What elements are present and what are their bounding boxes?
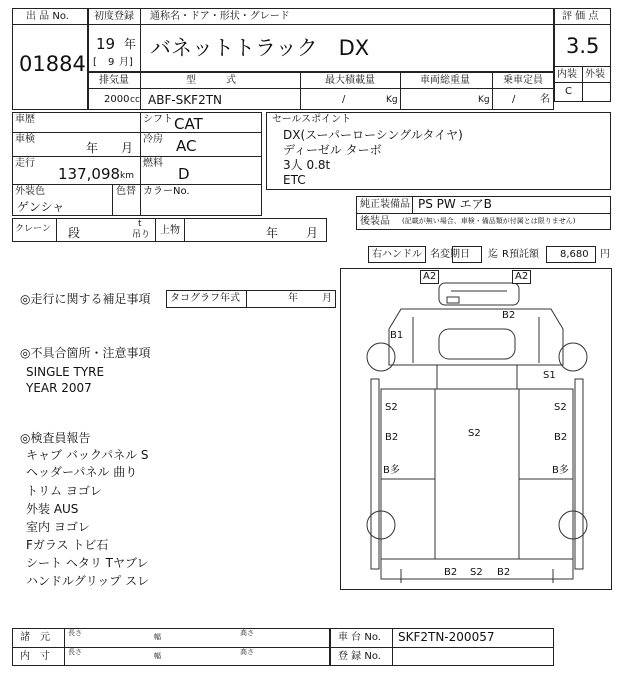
reg-year-unit: 年 [124, 37, 137, 51]
sales-point-2: ディーゼル ターボ [283, 143, 382, 157]
interior-height-label: 高さ [240, 648, 254, 656]
damage-mark-s2-right: S2 [554, 402, 567, 413]
damage-mark-a2-right: A2 [512, 270, 531, 284]
color-change-label: 色替 [116, 186, 136, 197]
inspector-note-5: 室内 ヨゴレ [26, 520, 90, 534]
displacement-unit: cc [130, 95, 140, 105]
exterior-grade-label: 外装 [585, 69, 605, 80]
aftermarket-note: (記載が無い場合、車検・備品類が付属とは限りません) [402, 217, 576, 225]
interior-grade: C [565, 86, 572, 97]
inspection-label: 車検 [15, 134, 35, 145]
inspector-label: ◎検査員報告 [20, 431, 91, 445]
recycle-amount: 8,680 [560, 249, 589, 260]
max-load-slash: / [342, 94, 346, 105]
max-load-unit: Kg [386, 95, 398, 105]
car-name: バネットトラック DX [150, 36, 370, 60]
lift-year: 年 [266, 226, 279, 240]
max-load-label: 最大積載量 [325, 75, 375, 86]
recycle-unit: 円 [600, 249, 610, 260]
inspector-note-4: 外装 AUS [26, 502, 79, 516]
shift-value: CAT [174, 115, 203, 133]
dims-width-label: 幅 [154, 633, 161, 641]
damage-mark-b-many-left: B多 [383, 465, 400, 476]
sales-point-3: 3人 0.8t [283, 158, 331, 172]
sales-point-4: ETC [283, 173, 306, 187]
displacement-label: 排気量 [99, 75, 129, 86]
rating-label: 評 価 点 [562, 11, 599, 22]
inspector-note-7: シート ヘタリ Tヤブレ [26, 556, 149, 570]
color-value: ゲンシャ [17, 200, 65, 214]
reg-year: 19 [96, 35, 116, 53]
dims-label: 諸 元 [20, 632, 50, 643]
fuel-label: 燃料 [143, 158, 163, 169]
sales-point-1: DX(スーパーローシングルタイヤ) [283, 128, 463, 142]
history-label: 車歴 [15, 114, 35, 125]
damage-mark-b2-top: B2 [502, 310, 516, 321]
lot-number: 01884 [19, 52, 86, 76]
registration-label: 登 録 No. [338, 651, 381, 662]
chassis-number: SKF2TN-200057 [398, 630, 495, 644]
defect-1: SINGLE TYRE [26, 365, 105, 379]
inspector-note-3: トリム ヨゴレ [26, 484, 102, 498]
capacity-slash: / [512, 94, 516, 105]
interior-length-label: 長さ [68, 648, 82, 656]
ac-value: AC [176, 137, 197, 155]
reg-month-unit: 月] [119, 57, 133, 68]
inspector-note-6: Fガラス トビ石 [26, 538, 109, 552]
reg-month: 9 [108, 57, 115, 68]
tacho-year: 年 [288, 293, 298, 304]
damage-mark-b2-right: B2 [554, 432, 568, 443]
damage-mark-s2-left: S2 [385, 402, 398, 413]
damage-mark-b2-bottom-right: B2 [497, 567, 511, 578]
first-reg-label: 初度登録 [94, 11, 134, 22]
model-label: 型 式 [186, 75, 236, 86]
mileage-value: 137,098 [58, 165, 121, 183]
gross-weight-unit: Kg [478, 95, 490, 105]
name-change-label: 名変期日 [430, 249, 470, 260]
sales-points-label: セールスポイント [272, 114, 352, 125]
shift-label: シフト [143, 114, 173, 125]
equipment-value: PS PW エアB [418, 197, 492, 211]
rating-score: 3.5 [566, 34, 600, 58]
name-change-date-box [452, 246, 482, 263]
damage-mark-b-many-right: B多 [552, 465, 569, 476]
inspection-year: 年 [86, 141, 99, 155]
defects-label: ◎不具合箇所・注意事項 [20, 346, 151, 360]
crane-label: クレーン [15, 224, 51, 234]
interior-grade-label: 内装 [557, 69, 577, 80]
capacity-label: 乗車定員 [503, 75, 543, 86]
damage-mark-b2-left: B2 [385, 432, 399, 443]
interior-dims-label: 内 寸 [20, 651, 50, 662]
crane-t: t [138, 219, 142, 229]
name-change-until: 迄 [488, 249, 498, 260]
driving-notes-label: ◎走行に関する補足事項 [20, 292, 151, 306]
chassis-label: 車 台 No. [338, 632, 381, 643]
lift-month: 月 [306, 226, 319, 240]
dims-length-label: 長さ [68, 629, 82, 637]
inspector-note-8: ハンドルグリップ スレ [26, 574, 150, 588]
capacity-unit: 名 [540, 94, 550, 105]
damage-mark-s1: S1 [543, 370, 556, 381]
gross-weight-label: 車両総重量 [420, 75, 470, 86]
lift-label: 上物 [160, 225, 180, 236]
tacho-label: タコグラフ年式 [170, 293, 240, 304]
aftermarket-label: 後装品 [360, 216, 390, 227]
dims-height-label: 高さ [240, 629, 254, 637]
fuel-value: D [178, 165, 190, 183]
model-value: ABF-SKF2TN [148, 93, 223, 107]
inspection-month: 月 [121, 141, 134, 155]
equipment-label: 純正装備品 [360, 199, 410, 210]
damage-mark-s2-center: S2 [468, 428, 481, 439]
interior-width-label: 幅 [154, 652, 161, 660]
damage-mark-a2-left: A2 [420, 270, 439, 284]
recycle-label: R預託額 [502, 249, 539, 260]
defect-2: YEAR 2007 [26, 381, 92, 395]
crane-step: 段 [68, 226, 81, 240]
name-label: 通称名・ドア・形状・グレード [150, 11, 290, 22]
damage-mark-b2-bottom-left: B2 [444, 567, 458, 578]
tacho-month: 月 [322, 293, 332, 304]
ac-label: 冷房 [143, 134, 163, 145]
damage-mark-s2-bottom: S2 [470, 567, 483, 578]
mileage-unit: km [120, 171, 134, 181]
inspector-note-1: キャブ バックパネル S [26, 448, 149, 462]
damage-mark-b1: B1 [390, 330, 404, 341]
color-label: 外装色 [15, 186, 45, 197]
steering-value: 右ハンドル [372, 249, 422, 260]
color-code-label: カラーNo. [143, 186, 190, 197]
lot-number-label: 出 品 No. [26, 11, 69, 22]
mileage-label: 走行 [15, 158, 35, 169]
displacement-value: 2000 [104, 94, 130, 105]
inspector-note-2: ヘッダーパネル 曲り [26, 465, 138, 479]
reg-month-open: [ [93, 57, 97, 68]
crane-lift: 吊り [132, 230, 151, 240]
